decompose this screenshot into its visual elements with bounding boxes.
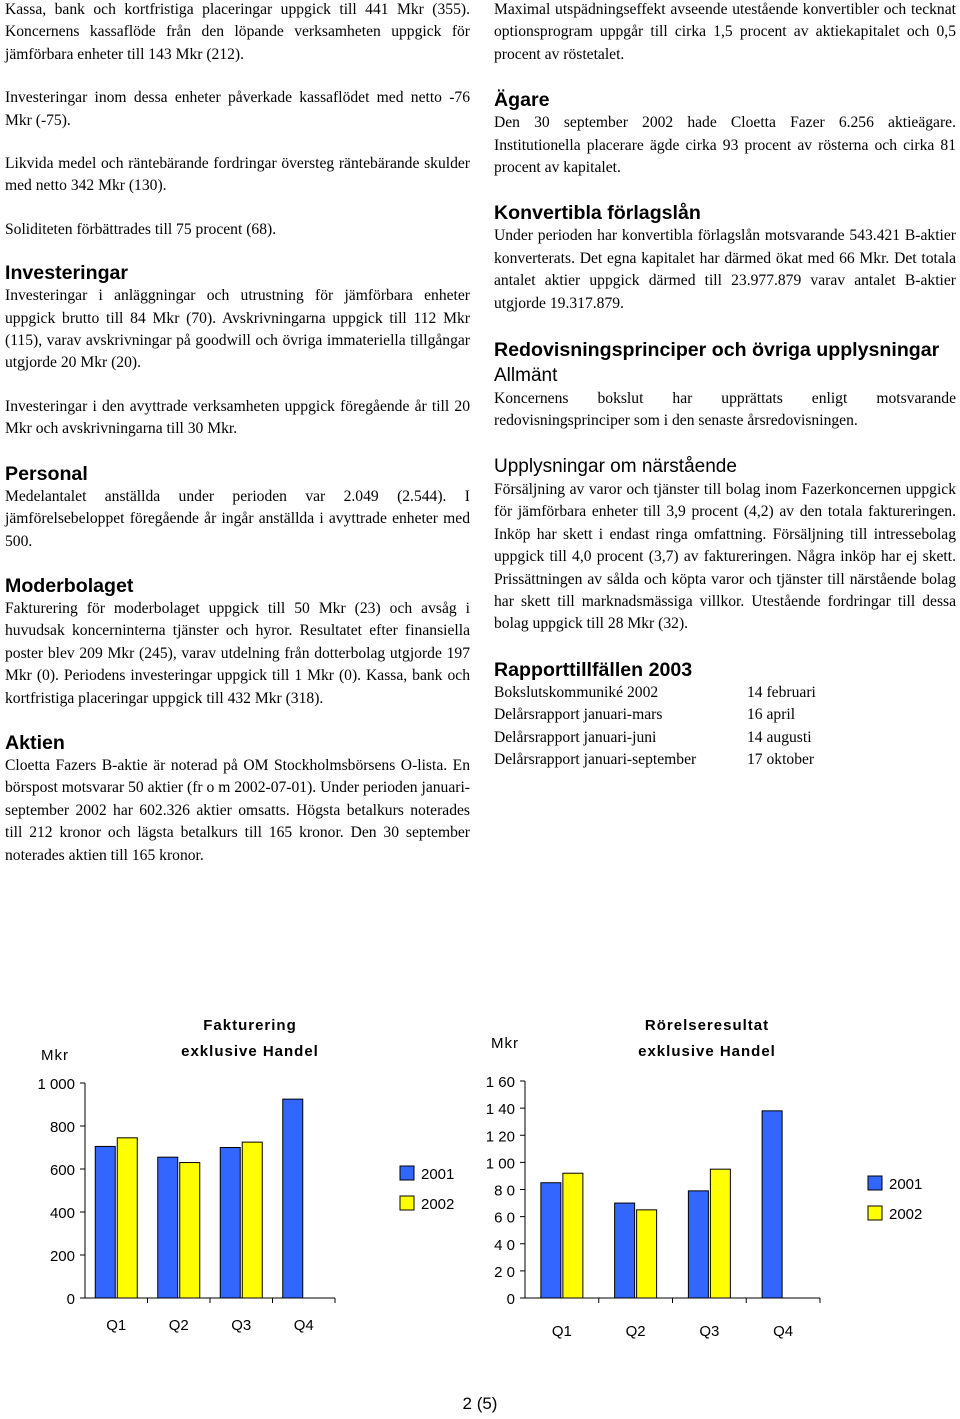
chart-fakturering-svg <box>15 1008 475 1348</box>
report-date: 14 augusti <box>747 728 812 746</box>
x-tick-label: Q1 <box>551 1323 572 1340</box>
bar-2001-Q2 <box>158 1157 178 1298</box>
section-heading: Investeringar <box>5 262 129 285</box>
y-axis-label: Mkr <box>41 1047 69 1064</box>
section-heading: Ägare <box>494 89 550 112</box>
y-tick-label: 600 <box>49 1162 75 1179</box>
y-tick-label: 1 40 <box>485 1101 515 1119</box>
paragraph: Försäljning av varor och tjänster till bolag inom Fazerkoncernen uppgick för jämförbara enheter till 3,9 procent (4,2) av den totala faktureringen. Inköp har skett i endast ringa omfattning. Försäljning till intressebolag uppgick till 4,0 procent (3,7) av faktureringen. Några inköp har ej skett. Prissättningen av sålda och köpta varor och tjänster till närstående bolag har skett till marknadsmässiga villkor. Utestående fordringar till dessa bolag uppgick till 28 Mkr (32). <box>494 480 956 633</box>
report-name: Delårsrapport januari-mars <box>494 706 663 724</box>
x-tick-label: Q1 <box>106 1317 127 1334</box>
y-tick-label: 1 20 <box>485 1128 515 1146</box>
section-heading: Aktien <box>5 731 65 754</box>
paragraph: Fakturering för moderbolaget uppgick till 50 Mkr (23) och avsåg i huvudsak koncerninterna tjänster och hyror. Resultatet efter finansiella poster blev 209 Mkr (245), varav utdelning från dotterbolag utgjorde 197 Mkr (0). Periodens investeringar uppgick till 1 Mkr (0). Kassa, bank och kortfristiga placeringar uppgick till 432 Mkr (318). <box>5 599 470 707</box>
subheading: Allmänt <box>494 365 558 387</box>
chart-rorelseresultat <box>485 1008 945 1353</box>
report-date: 17 oktober <box>747 750 815 768</box>
page-number: 2 (5) <box>462 1394 498 1413</box>
bar-2002-Q2 <box>637 1210 657 1298</box>
bar-2001-Q4 <box>283 1099 303 1298</box>
chart-title: exklusive Handel <box>638 1043 776 1060</box>
bar-2001-Q1 <box>95 1146 115 1298</box>
y-tick-label: 4 0 <box>494 1236 515 1254</box>
x-tick-label: Q2 <box>168 1317 189 1334</box>
y-tick-label: 1 000 <box>37 1076 75 1093</box>
y-tick-label: 1 00 <box>485 1155 515 1173</box>
legend-swatch-2001 <box>400 1166 414 1180</box>
legend-swatch-2002 <box>400 1196 414 1210</box>
x-tick-label: Q2 <box>625 1323 646 1340</box>
x-tick-label: Q3 <box>231 1317 252 1334</box>
table-row <box>494 682 816 704</box>
y-tick-label: 0 <box>66 1291 75 1308</box>
bar-2001-Q3 <box>688 1191 708 1298</box>
y-tick-label: 0 <box>506 1291 515 1308</box>
paragraph: Under perioden har konvertibla förlagslån motsvarande 543.421 B-aktier konverterats. Det egna kapitalet har därmed ökat med 66 Mkr. Det totala antalet aktier uppgick därmed till 23.977.879 varav antalet B-aktier utgjorde 19.317.879. <box>494 227 956 312</box>
paragraph: Soliditeten förbättrades till 75 procent (68). <box>5 220 277 238</box>
subheading: Upplysningar om närstående <box>494 455 737 477</box>
report-date: 14 februari <box>747 683 816 701</box>
table-row <box>494 727 816 749</box>
y-tick-label: 400 <box>49 1205 75 1222</box>
paragraph: Medelantalet anställda under perioden var 2.049 (2.544). I jämförelsebeloppet föregående år ingår anställda i avyttrade enheter med 500. <box>5 487 470 550</box>
report-name: Bokslutskommuniké 2002 <box>494 683 659 701</box>
bar-2002-Q2 <box>180 1163 200 1298</box>
y-axis-label: Mkr <box>491 1035 519 1052</box>
bar-2001-Q2 <box>615 1203 635 1298</box>
y-tick-label: 1 60 <box>485 1074 515 1091</box>
legend-swatch-2001 <box>868 1176 882 1190</box>
paragraph: Likvida medel och räntebärande fordringar översteg räntebärande skulder med netto 342 Mkr (130). <box>5 155 470 195</box>
x-tick-label: Q4 <box>773 1323 794 1340</box>
report-name: Delårsrapport januari-juni <box>494 728 657 746</box>
section-heading: Redovisningsprinciper och övriga upplysningar <box>494 339 940 362</box>
report-date: 16 april <box>747 706 796 724</box>
y-tick-label: 800 <box>49 1119 75 1136</box>
chart-title: exklusive Handel <box>181 1043 319 1060</box>
left-column <box>5 0 470 867</box>
y-tick-label: 8 0 <box>494 1182 515 1200</box>
bar-2002-Q1 <box>563 1173 583 1298</box>
paragraph: Investeringar inom dessa enheter påverkade kassaflödet med netto -76 Mkr (-75). <box>5 89 470 129</box>
paragraph: Koncernens bokslut har upprättats enligt motsvarande redovisningsprinciper som i den senaste årsredovisningen. <box>494 390 956 430</box>
section-heading: Rapporttillfällen 2003 <box>494 658 693 681</box>
paragraph: Investeringar i anläggningar och utrustning för jämförbara enheter uppgick brutto till 84 Mkr (70). Avskrivningarna uppgick till 112 Mkr (115), varav avskrivningar på goodwill och övriga immateriella tillgångar utgjorde 20 Mkr (20). <box>5 287 470 372</box>
right-column <box>494 0 956 771</box>
paragraph: Den 30 september 2002 hade Cloetta Fazer 6.256 aktieägare. Institutionella placerare ägde cirka 93 procent av rösterna och cirka 81 procent av kapitalet. <box>494 114 956 177</box>
x-tick-label: Q3 <box>699 1323 720 1340</box>
legend-label: 2002 <box>889 1206 923 1223</box>
table-row <box>494 749 816 771</box>
bar-2002-Q3 <box>242 1142 262 1298</box>
paragraph: Investeringar i den avyttrade verksamheten uppgick föregående år till 20 Mkr och avskrivningarna till 30 Mkr. <box>5 397 470 438</box>
bar-2001-Q4 <box>762 1111 782 1298</box>
chart-fakturering <box>15 1008 475 1353</box>
section-heading: Moderbolaget <box>5 574 134 597</box>
paragraph: Maximal utspädningseffekt avseende utestående konvertibler och tecknat optionsprogram uppgår till cirka 1,5 procent av aktiekapitalet och 0,5 procent av röstetalet. <box>494 1 956 63</box>
paragraph: Cloetta Fazers B-aktie är noterad på OM Stockholmsbörsens O-lista. En börspost motsvarar 50 aktier (fr o m 2002-07-01). Under perioden januari-september 2002 har 602.326 aktier omsatts. Högsta betalkurs noterades till 212 kronor och lägsta betalkurs till 165 kronor. Den 30 september noterades aktien till 165 kronor. <box>5 756 470 864</box>
section-heading: Konvertibla förlagslån <box>494 202 701 225</box>
report-name: Delårsrapport januari-september <box>494 750 697 768</box>
chart-rorelseresultat-svg <box>485 1008 945 1348</box>
bar-2002-Q3 <box>710 1169 730 1298</box>
table-row <box>494 704 816 726</box>
x-tick-label: Q4 <box>293 1317 314 1334</box>
chart-title: Fakturering <box>203 1017 297 1034</box>
y-tick-label: 6 0 <box>494 1209 515 1227</box>
legend-label: 2002 <box>421 1196 455 1213</box>
paragraph: Kassa, bank och kortfristiga placeringar uppgick till 441 Mkr (355). Koncernens kassaflöde från den löpande verksamheten uppgick för jämförbara enheter till 143 Mkr (212). <box>5 1 470 63</box>
bar-2002-Q1 <box>117 1138 137 1298</box>
legend-label: 2001 <box>421 1166 455 1183</box>
bar-2001-Q1 <box>541 1183 561 1298</box>
bar-2001-Q3 <box>220 1148 240 1299</box>
y-tick-label: 200 <box>49 1248 75 1265</box>
y-tick-label: 2 0 <box>494 1263 515 1281</box>
report-dates-table <box>494 682 816 772</box>
section-heading: Personal <box>5 462 88 485</box>
chart-title: Rörelseresultat <box>644 1017 770 1034</box>
legend-label: 2001 <box>889 1176 923 1193</box>
legend-swatch-2002 <box>868 1206 882 1220</box>
